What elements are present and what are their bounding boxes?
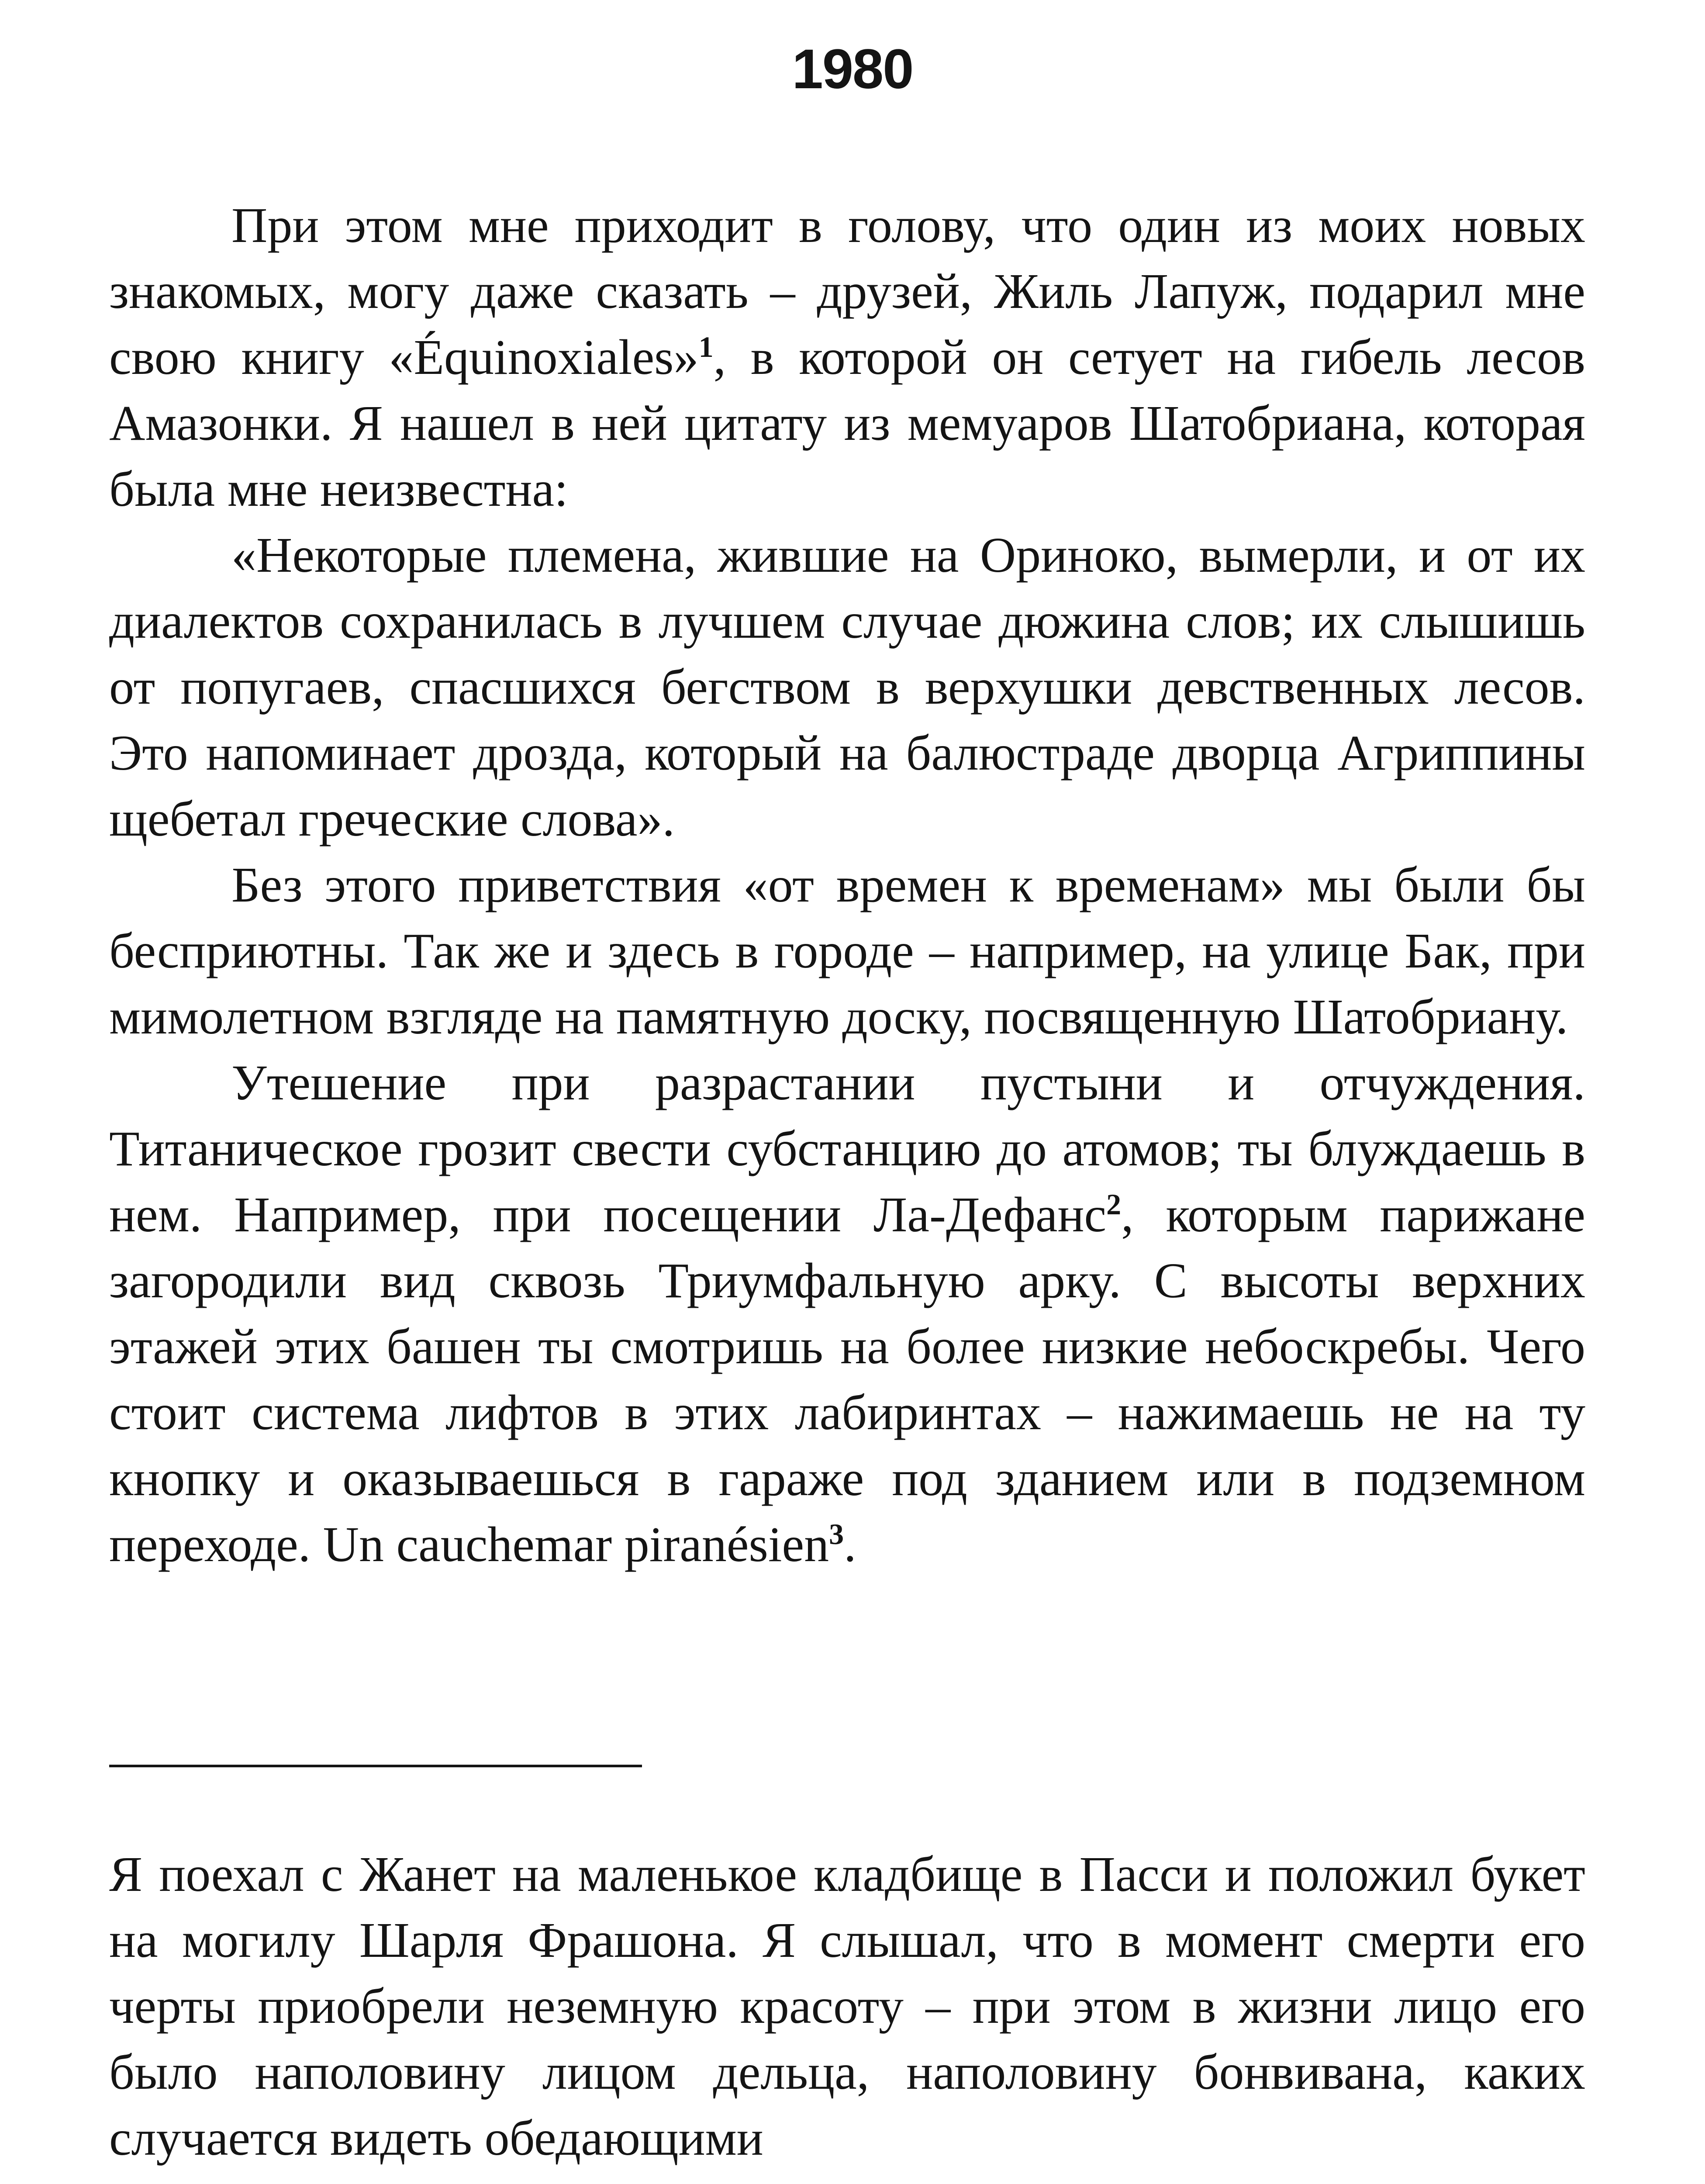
paragraph-text: Утешение при разрастании пустыни и отчуждения. Титаническое грозит свести субстанцию до атомов; ты блуждаешь в нем. Например, при посещении Ла-Дефанс xyxy=(109,1055,1585,1242)
running-head: 1980 xyxy=(792,38,913,100)
footnote-ref[interactable]: 3 xyxy=(829,1517,844,1551)
paragraph-text: , которым парижане загородили вид сквозь Триумфальную арку. С высоты верхних этажей этих башен ты смотришь на более низкие небоскребы. Чего стоит система лифтов в этих лабиринтах – нажимаешь не на ту кнопку и оказываешься в гараже под зданием или в подземном переходе. Un cauchemar piranésien xyxy=(109,1187,1585,1572)
section-divider xyxy=(109,1765,642,1767)
main-text xyxy=(109,192,1585,1577)
paragraph-text: , в которой он сетует на гибель лесов Амазонки. Я нашел в ней цитату из мемуаров Шатобриана, которая была мне неизвестна: xyxy=(109,329,1586,517)
paragraph: «Некоторые племена, жившие на Ориноко, вымерли, и от их диалектов сохранилась в лучшем случае дюжина слов; их слышишь от попугаев, спасшихся бегством в верхушки девственных лесов. Это напоминает дрозда, который на балюстраде дворца Агриппины щебетал греческие слова». xyxy=(109,527,1585,847)
paragraph xyxy=(109,1050,1585,1577)
footnote-ref[interactable]: 2 xyxy=(1106,1188,1122,1221)
paragraph-text: При этом мне приходит в голову, что один из моих новых знакомых, могу даже сказать – друзей, Жиль Лапуж, подарил мне свою книгу «Équinoxiales» xyxy=(109,197,1585,385)
paragraph: Я поехал с Жанет на маленькое кладбище в Пасси и положил букет на могилу Шарля Фрашона. Я слышал, что в момент смерти его черты приобрели неземную красоту – при этом в жизни лицо его было наполовину лицом дельца, наполовину бонвивана, каких случается видеть обедающими xyxy=(109,1846,1585,2166)
paragraph-text: . xyxy=(844,1517,856,1572)
second-section-text xyxy=(109,1841,1585,2171)
footnote-ref[interactable]: 1 xyxy=(698,330,714,363)
paragraph xyxy=(109,192,1585,522)
paragraph: Без этого приветствия «от времен к временам» мы были бы бесприютны. Так же и здесь в городе – например, на улице Бак, при мимолетном взгляде на памятную доску, посвященную Шатобриану. xyxy=(109,857,1585,1044)
